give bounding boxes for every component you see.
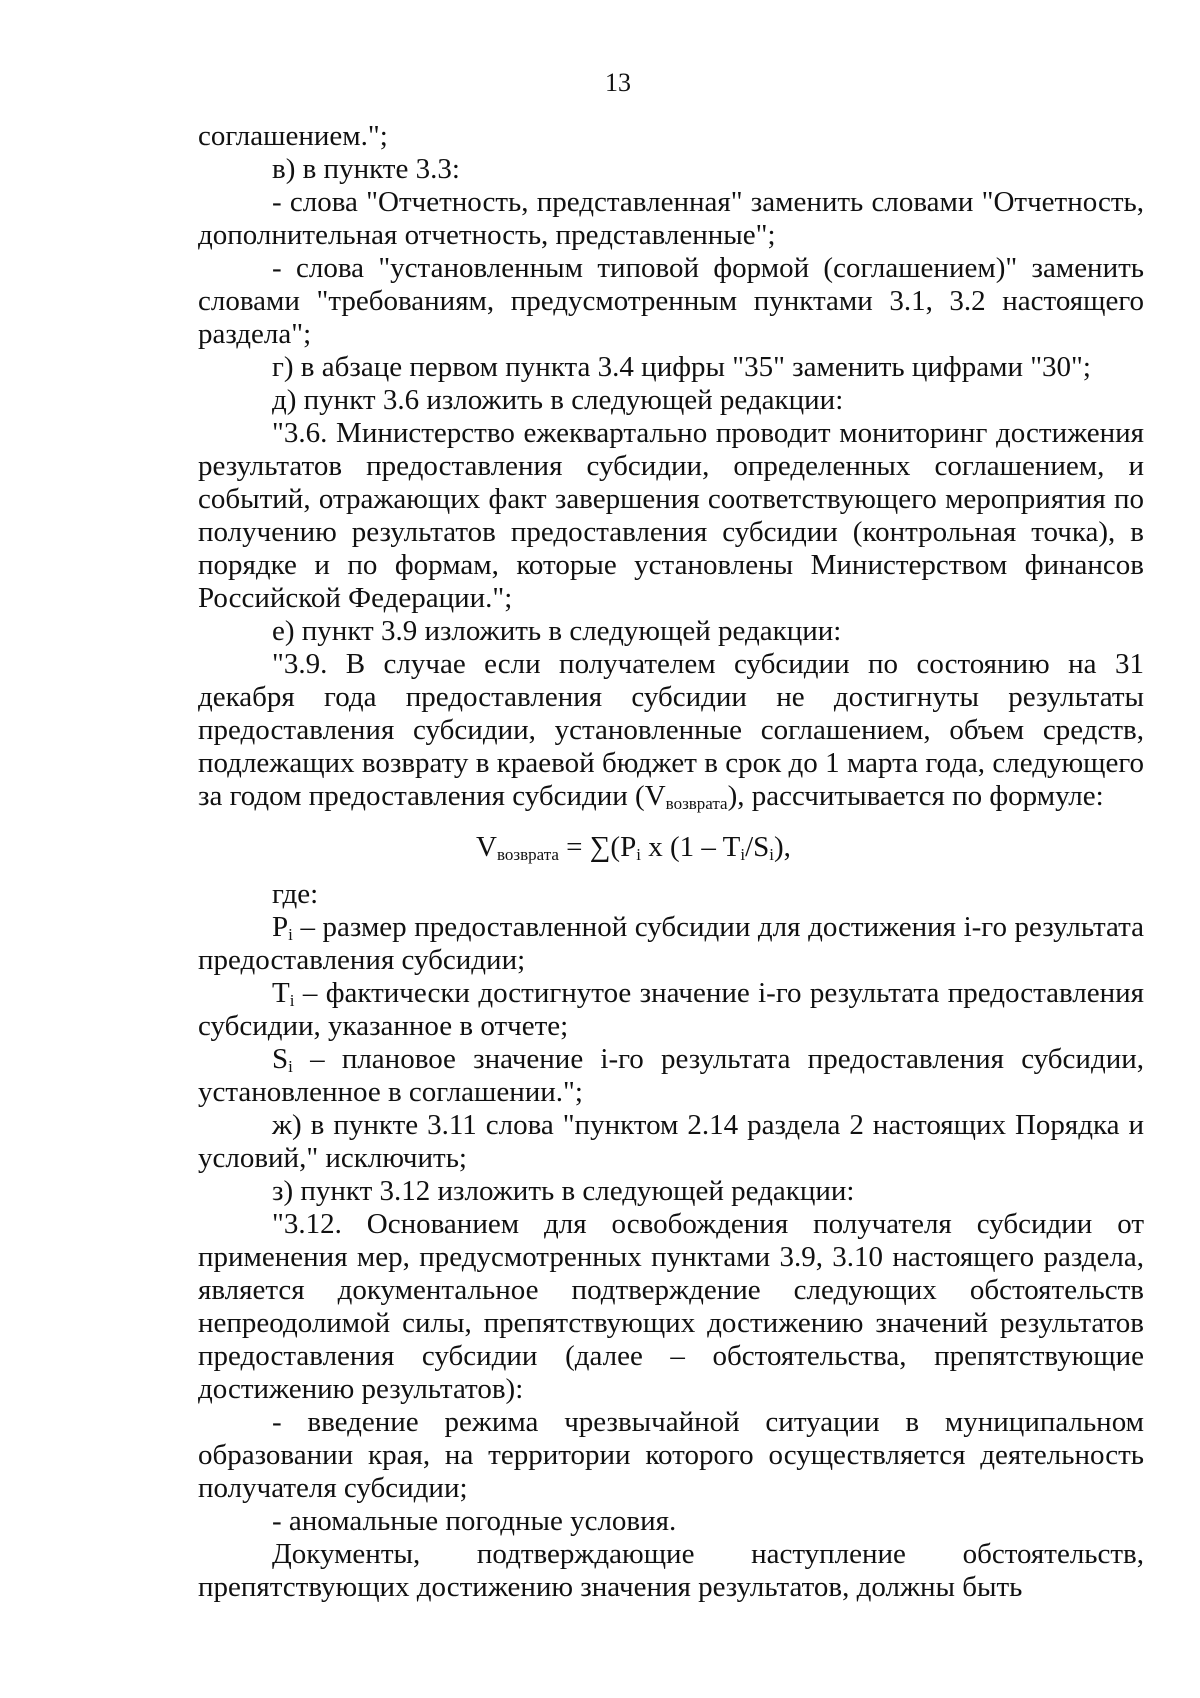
definition-symbol: S — [272, 1043, 289, 1075]
definition-text: – плановое значение i-го результата предоставления субсидии, установленное в соглашении."; — [198, 1043, 1144, 1108]
formula-part: ), — [773, 831, 791, 863]
subscript: возврата — [496, 845, 559, 864]
definition-text: – фактически достигнутое значение i-го результата предоставления субсидии, указанное в отчете; — [198, 977, 1144, 1042]
paragraph: - аномальные погодные условия. — [272, 1505, 677, 1537]
paragraph: з) пункт 3.12 изложить в следующей редакции: — [272, 1175, 855, 1207]
paragraph: в) в пункте 3.3: — [272, 153, 460, 185]
page-number: 13 — [605, 68, 631, 97]
formula-part: = ∑(P — [558, 831, 637, 863]
formula-part: /S — [745, 831, 770, 863]
where-label: где: — [272, 878, 319, 910]
subscript: i — [288, 925, 293, 944]
definition-text: – размер предоставленной субсидии для достижения i-го результата предоставления субсидии; — [198, 911, 1144, 976]
paragraph: - слова "установленным типовой формой (соглашением)" заменить словами "требованиям, предусмотренным пунктами 3.1, 3.2 настоящего раздела"; — [198, 252, 1144, 350]
paragraph: - слова "Отчетность, представленная" заменить словами "Отчетность, дополнительная отчетность, представленные"; — [198, 186, 1144, 251]
paragraph-text: ), рассчитывается по формуле: — [727, 780, 1104, 812]
subscript: i — [288, 1057, 293, 1076]
paragraph: е) пункт 3.9 изложить в следующей редакции: — [272, 615, 842, 647]
subscript: i — [636, 845, 641, 864]
paragraph: "3.6. Министерство ежеквартально проводит мониторинг достижения результатов предоставления субсидии, определенных соглашением, и событий, отражающих факт завершения соответствующего мероприятия по получению результатов предоставления субсидии (контрольная точка), в порядке и по формам, которые установлены Министерством финансов Российской Федерации."; — [198, 417, 1144, 614]
definition — [198, 1043, 1144, 1109]
paragraph: соглашением."; — [198, 120, 388, 152]
paragraph: ж) в пункте 3.11 слова "пунктом 2.14 раздела 2 настоящих Порядка и условий," исключить; — [198, 1109, 1144, 1174]
paragraph: д) пункт 3.6 изложить в следующей редакции: — [272, 384, 844, 416]
paragraph: г) в абзаце первом пункта 3.4 цифры "35" заменить цифрами "30"; — [272, 351, 1091, 383]
definition — [198, 977, 1144, 1043]
formula-part: V — [476, 831, 497, 863]
definition — [198, 911, 1144, 977]
subscript: возврата — [665, 794, 728, 813]
paragraph: Документы, подтверждающие наступление обстоятельств, препятствующих достижению значения результатов, должны быть — [198, 1538, 1144, 1603]
definition-symbol: P — [272, 911, 289, 943]
definition-symbol: T — [272, 977, 290, 1009]
subscript: i — [740, 845, 746, 864]
paragraph-text: "3.9. В случае если получателем субсидии по состоянию на 31 декабря года предоставления субсидии не достигнуты результаты предоставления субсидии, установленные соглашением, объем средств, подлежащих возврату в краевой бюджет в срок до 1 марта года, следующего за годом предоставления субсидии (V — [198, 648, 1144, 812]
document-body — [198, 120, 1144, 1604]
paragraph: "3.12. Основанием для освобождения получателя субсидии от применения мер, предусмотренных пунктами 3.9, 3.10 настоящего раздела, является документальное подтверждение следующих обстоятельств непреодолимой силы, препятствующих достижению значений результатов предоставления субсидии (далее – обстоятельства, препятствующие достижению результатов): — [198, 1208, 1144, 1405]
paragraph-3-9 — [198, 648, 1144, 813]
paragraph: - введение режима чрезвычайной ситуации в муниципальном образовании края, на территории которого осуществляется деятельность получателя субсидии; — [198, 1406, 1144, 1504]
formula — [198, 831, 1144, 864]
subscript: i — [289, 991, 295, 1010]
formula-part: x (1 – T — [640, 831, 741, 863]
subscript: i — [769, 845, 774, 864]
